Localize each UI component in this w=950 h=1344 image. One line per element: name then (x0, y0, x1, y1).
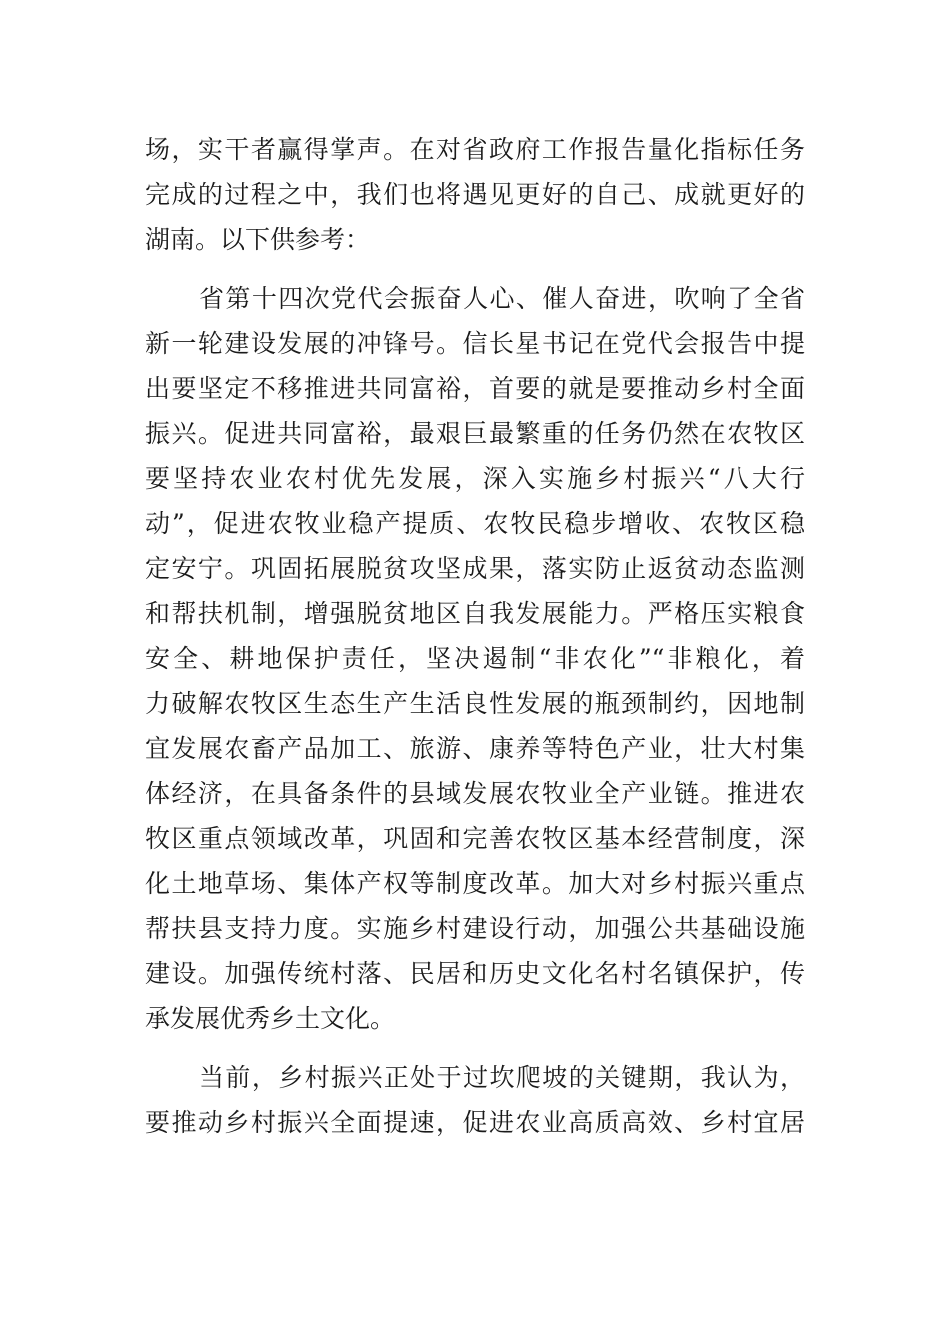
text-line: 建设。加强传统村落、民居和历史文化名村名镇保护，传 (145, 959, 805, 988)
text-line: 动”，促进农牧业稳产提质、农牧民稳步增收、农牧区稳 (145, 509, 805, 538)
text-line: 省第十四次党代会振奋人心、催人奋进，吹响了全省 (199, 284, 805, 313)
text-line: 和帮扶机制，增强脱贫地区自我发展能力。严格压实粮食 (145, 599, 805, 628)
text-line: 帮扶县支持力度。实施乡村建设行动，加强公共基础设施 (145, 914, 805, 943)
text-line: 牧区重点领域改革，巩固和完善农牧区基本经营制度，深 (145, 824, 805, 853)
paragraph (145, 127, 805, 262)
text-line: 要推动乡村振兴全面提速，促进农业高质高效、乡村宜居 (145, 1108, 805, 1137)
text-line: 定安宁。巩固拓展脱贫攻坚成果，落实防止返贫动态监测 (145, 554, 805, 583)
text-line: 要坚持农业农村优先发展，深入实施乡村振兴“八大行 (145, 464, 805, 493)
text-line: 出要坚定不移推进共同富裕，首要的就是要推动乡村全面 (145, 374, 805, 403)
text-line: 完成的过程之中，我们也将遇见更好的自己、成就更好的 (145, 180, 805, 209)
text-line: 承发展优秀乡土文化。 (145, 1004, 396, 1033)
document-body (145, 127, 805, 1145)
text-line: 体经济，在具备条件的县域发展农牧业全产业链。推进农 (145, 779, 805, 808)
text-line: 力破解农牧区生态生产生活良性发展的瓶颈制约，因地制 (145, 689, 805, 718)
text-line: 安全、耕地保护责任，坚决遏制“非农化”“非粮化，着 (145, 644, 805, 673)
text-line: 新一轮建设发展的冲锋号。信长星书记在党代会报告中提 (145, 329, 805, 358)
text-line: 湖南。以下供参考： (145, 225, 371, 254)
text-line: 场，实干者赢得掌声。在对省政府工作报告量化指标任务 (145, 135, 805, 164)
paragraph (145, 1055, 805, 1145)
text-line: 宜发展农畜产品加工、旅游、康养等特色产业，壮大村集 (145, 734, 805, 763)
text-line: 化土地草场、集体产权等制度改革。加大对乡村振兴重点 (145, 869, 805, 898)
text-line: 振兴。促进共同富裕，最艰巨最繁重的任务仍然在农牧区 (145, 419, 805, 448)
text-line: 当前，乡村振兴正处于过坎爬坡的关键期，我认为， (199, 1063, 805, 1092)
paragraph (145, 276, 805, 1041)
